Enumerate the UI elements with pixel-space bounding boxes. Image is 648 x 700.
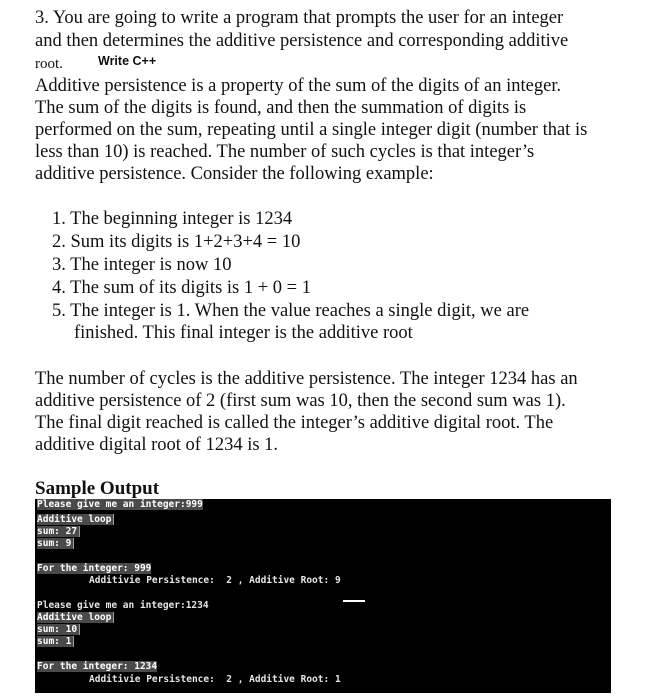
console-output	[35, 499, 611, 693]
console-for-line-1: For the integer: 999	[37, 563, 152, 574]
description-line-1: Additive persistence is a property of the sum of the digits of an integer.	[35, 76, 562, 96]
description-line-3: performed on the sum, repeating until a single integer digit (number that is	[35, 120, 588, 140]
console-sum-1a: sum: 27	[37, 526, 80, 537]
example-step-1: 1. The beginning integer is 1234	[52, 209, 293, 229]
sample-output-heading: Sample Output	[35, 478, 160, 499]
example-step-4: 4. The sum of its digits is 1 + 0 = 1	[52, 278, 311, 298]
description-line-2: The sum of the digits is found, and then the summation of digits is	[35, 98, 527, 118]
example-step-3: 3. The integer is now 10	[52, 255, 232, 275]
example-step-5: 5. The integer is 1. When the value reaches a single digit, we are	[52, 301, 530, 321]
example-step-5-continuation: finished. This final integer is the additive root	[74, 323, 413, 343]
console-loop-1: Additive loop	[37, 514, 114, 525]
console-loop-2: Additive loop	[37, 612, 114, 623]
conclusion-line-1: The number of cycles is the additive persistence. The integer 1234 has an	[35, 369, 578, 389]
console-result-1: Additivie Persistence: 2 , Additive Root: 9	[89, 575, 341, 586]
console-cursor-dash	[343, 600, 365, 602]
description-line-5: additive persistence. Consider the following example:	[35, 164, 434, 184]
console-sum-1b: sum: 9	[37, 538, 74, 549]
console-for-line-2: For the integer: 1234	[37, 661, 158, 672]
console-sum-2a: sum: 10	[37, 624, 80, 635]
conclusion-line-3: The final digit reached is called the integer’s additive digital root. The	[35, 413, 554, 433]
conclusion-line-4: additive digital root of 1234 is 1.	[35, 435, 279, 455]
problem-line-2: and then determines the additive persistence and corresponding additive	[35, 31, 569, 51]
problem-line-1: 3. You are going to write a program that prompts the user for an integer	[35, 8, 564, 28]
console-prompt-2: Please give me an integer:1234	[37, 600, 209, 611]
console-prompt-1: Please give me an integer:999	[37, 499, 203, 510]
conclusion-line-2: additive persistence of 2 (first sum was 10, then the second sum was 1).	[35, 391, 566, 411]
example-step-2: 2. Sum its digits is 1+2+3+4 = 10	[52, 232, 301, 252]
description-line-4: less than 10) is reached. The number of such cycles is that integer’s	[35, 142, 535, 162]
problem-line-3: root.	[35, 56, 63, 72]
language-note: Write C++	[98, 54, 157, 68]
console-sum-2b: sum: 1	[37, 636, 74, 647]
console-result-2: Additivie Persistence: 2 , Additive Root: 1	[89, 674, 341, 685]
